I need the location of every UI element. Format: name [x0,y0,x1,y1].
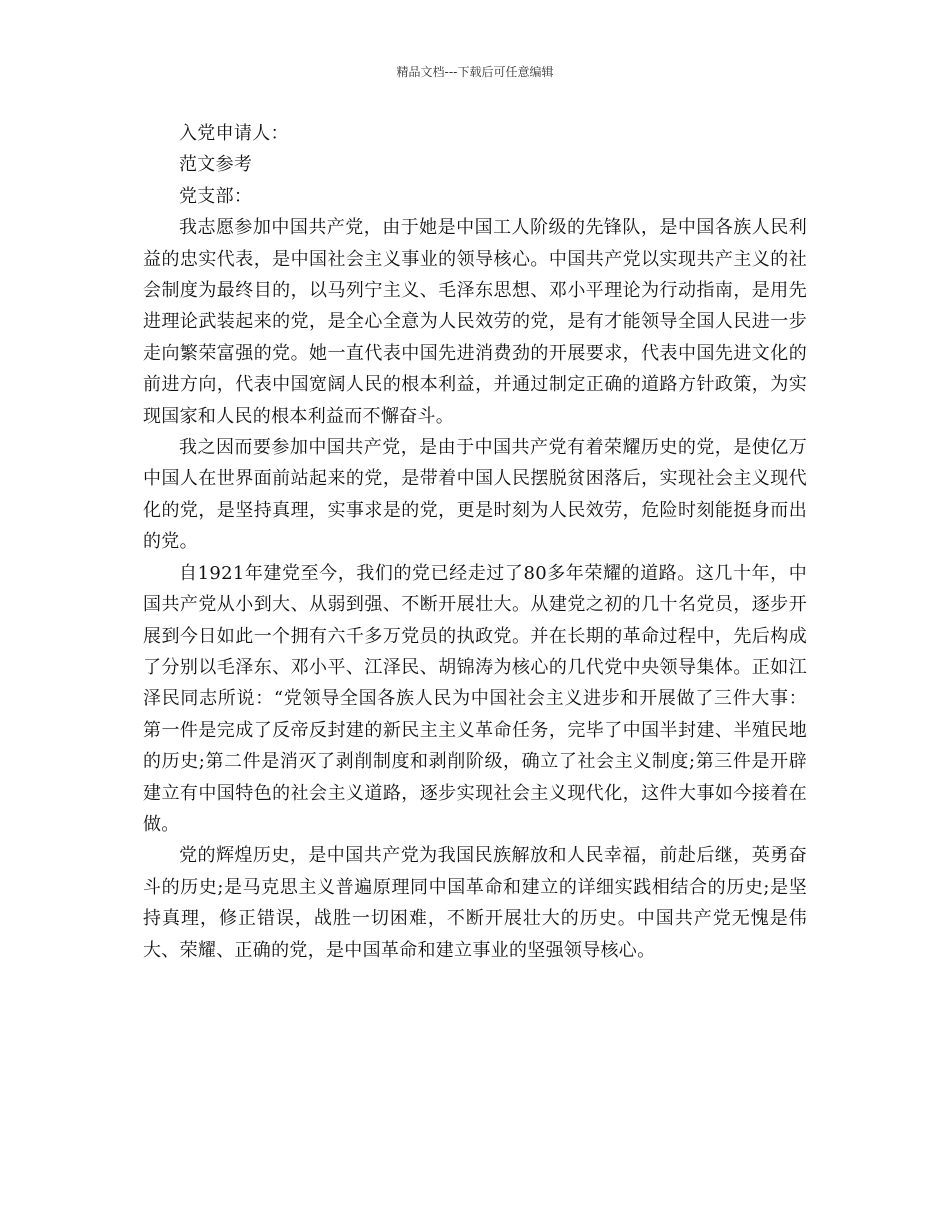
paragraph-2: 我之因而要参加中国共产党，是由于中国共产党有着荣耀历史的党，是使亿万中国人在世界面前站起来的党，是带着中国人民摆脱贫困落后，实现社会主义现代化的党，是坚持真理，实事求是的党，更是时刻为人民效劳，危险时刻能挺身而出的党。 [143,437,807,553]
paragraph-1: 我志愿参加中国共产党，由于她是中国工人阶级的先锋队，是中国各族人民利益的忠实代表，是中国社会主义事业的领导核心。中国共产党以实现共产主义的社会制度为最终目的，以马列宁主义、毛泽东思想、邓小平理论为行动指南，是用先进理论武装起来的党，是全心全意为人民效劳的党，是有才能领导全国人民进一步走向繁荣富强的党。她一直代表中国先进消费劲的开展要求，代表中国先进文化的前进方向，代表中国宽阔人民的根本利益，并通过制定正确的道路方针政策，为实现国家和人民的根本利益而不懈奋斗。 [143,217,807,427]
paragraph-4: 党的辉煌历史，是中国共产党为我国民族解放和人民幸福，前赴后继，英勇奋斗的历史;是马克思主义普遍原理同中国革命和建立的详细实践相结合的历史;是坚持真理，修正错误，战胜一切困难，不断开展壮大的历史。中国共产党无愧是伟大、荣耀、正确的党，是中国革命和建立事业的坚强领导核心。 [143,845,807,961]
addressee-line: 党支部： [179,185,253,207]
applicant-line: 入党申请人： [179,123,289,144]
paragraph-3: 自1921年建党至今，我们的党已经走过了80多年荣耀的道路。这几十年，中国共产党从小到大、从弱到强、不断开展壮大。从建党之初的几十名党员，逐步开展到今日如此一个拥有六千多万党员的执政党。并在长期的革命过程中，先后构成了分别以毛泽东、邓小平、江泽民、胡锦涛为核心的几代党中央领导集体。正如江泽民同志所说：“党领导全国各族人民为中国社会主义进步和开展做了三件大事：第一件是完成了反帝反封建的新民主主义革命任务，完毕了中国半封建、半殖民地的历史;第二件是消灭了剥削制度和剥削阶级，确立了社会主义制度;第三件是开辟建立有中国特色的社会主义道路，逐步实现社会主义现代化，这件大事如今接着在做。 [143,562,807,835]
document-body [143,118,807,966]
page-header: 精品文档---下载后可任意编辑 [396,65,554,79]
sample-line: 范文参考 [179,154,253,176]
